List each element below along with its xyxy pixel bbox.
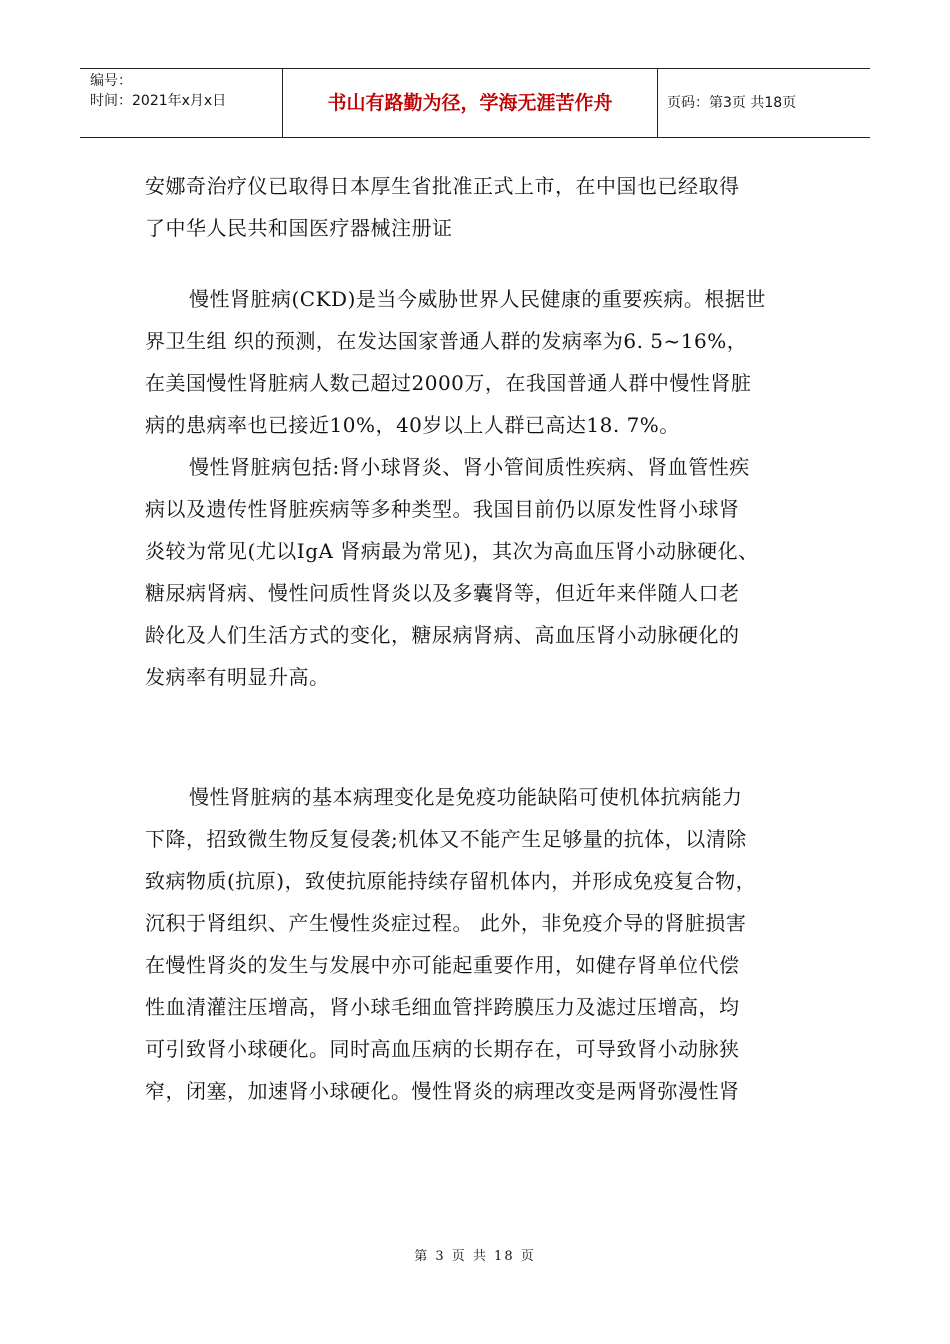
text-line: 病的患病率也已接近10%，40岁以上人群已高达18. 7%。 — [145, 413, 680, 437]
text-line: 下降，招致微生物反复侵袭;机体又不能产生足够量的抗体，以清除 — [145, 827, 747, 851]
paragraph-3 — [145, 446, 830, 698]
page-header — [80, 68, 870, 138]
text-line: 在美国慢性肾脏病人数己超过2000万，在我国普通人群中慢性肾脏 — [145, 371, 752, 395]
text-line: 可引致肾小球硬化。同时高血压病的长期存在，可导致肾小动脉狭 — [145, 1037, 740, 1061]
date-label: 时间：2021年x月x日 — [90, 93, 227, 109]
text-line: 窄，闭塞，加速肾小球硬化。慢性肾炎的病理改变是两肾弥漫性肾 — [145, 1079, 740, 1103]
text-line: 慢性肾脏病包括:肾小球肾炎、肾小管间质性疾病、肾血管性疾 — [189, 455, 750, 479]
text-line: 了中华人民共和国医疗器械注册证 — [145, 216, 453, 240]
document-body — [145, 165, 830, 1112]
text-line: 沉积于肾组织、产生慢性炎症过程。 此外，非免疫介导的肾脏损害 — [145, 911, 747, 935]
header-page-label: 页码：第3页 共18页 — [667, 95, 797, 111]
paragraph-1 — [145, 165, 830, 249]
paragraph-4 — [145, 776, 830, 1112]
text-line: 糖尿病肾病、慢性问质性肾炎以及多囊肾等，但近年来伴随人口老 — [145, 581, 740, 605]
text-line: 发病率有明显升高。 — [145, 665, 330, 689]
number-label: 编号： — [90, 73, 132, 89]
header-motto: 书山有路勤为径，学海无涯苦作舟 — [283, 69, 658, 137]
text-line: 炎较为常见(尤以IgA 肾病最为常见)，其次为高血压肾小动脉硬化、 — [145, 539, 759, 563]
text-line: 龄化及人们生活方式的变化，糖尿病肾病、高血压肾小动脉硬化的 — [145, 623, 740, 647]
page-footer: 第 3 页 共 18 页 — [414, 1249, 536, 1264]
text-line: 安娜奇治疗仪已取得日本厚生省批准正式上市，在中国也已经取得 — [145, 174, 740, 198]
text-line: 性血清灌注压增高，肾小球毛细血管拌跨膜压力及滤过压增高，均 — [145, 995, 740, 1019]
text-line: 慢性肾脏病(CKD)是当今威胁世界人民健康的重要疾病。根据世 — [189, 287, 766, 311]
header-meta — [80, 69, 283, 137]
text-line: 致病物质(抗原)，致使抗原能持续存留机体内，并形成免疫复合物， — [145, 869, 757, 893]
text-line: 慢性肾脏病的基本病理变化是免疫功能缺陷可使机体抗病能力 — [189, 785, 743, 809]
text-line: 病以及遗传性肾脏疾病等多种类型。我国目前仍以原发性肾小球肾 — [145, 497, 740, 521]
paragraph-2 — [145, 278, 830, 446]
text-line: 在慢性肾炎的发生与发展中亦可能起重要作用，如健存肾单位代偿 — [145, 953, 740, 977]
text-line: 界卫生组 织的预测，在发达国家普通人群的发病率为6. 5~16%， — [145, 329, 748, 353]
